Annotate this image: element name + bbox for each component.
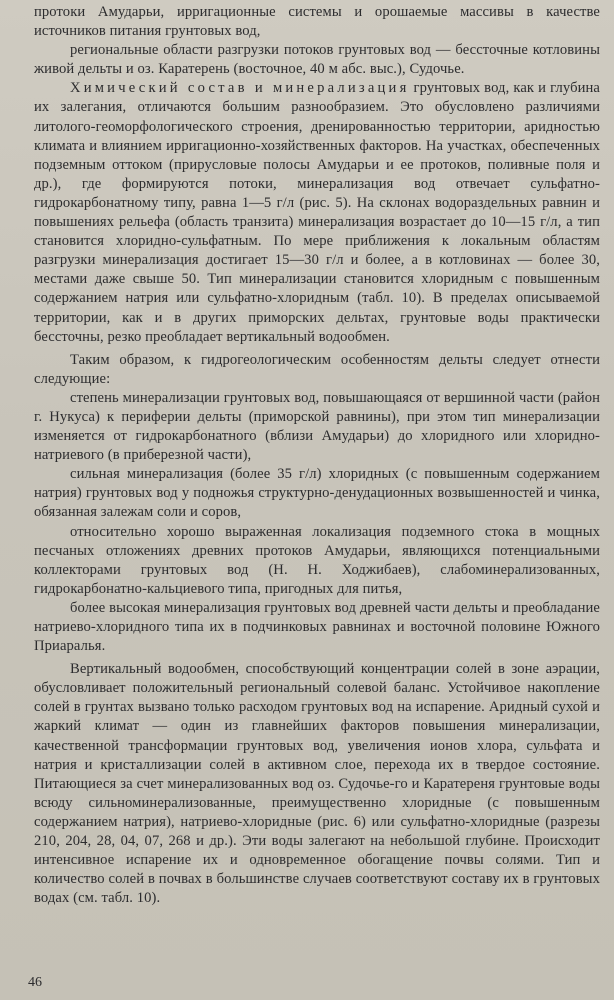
list-item-3: относительно хорошо выраженная локализация подземного стока в мощных песчаных отложениях древних протоков Амударьи, являющихся потенциальными коллекторами грунтовых вод (Н. Н. Ходжибаев), слабоминерализованных, гидрокарбонатно-кальциевого типа, пригодных для питья, — [34, 523, 600, 597]
paragraph-1: протоки Амударьи, ирригационные системы и орошаемые массивы в качестве источников питания грунтовых вод, — [34, 4, 600, 40]
list-item-4: более высокая минерализация грунтовых вод древней части дельты и преобладание натриево-хлоридного типа их в подчинковых равнинах и восточной половине Южного Приаралья. — [34, 599, 600, 655]
paragraph-2: региональные области разгрузки потоков грунтовых вод — бессточные котловины живой дельты и оз. Каратерень (восточное, 40 м абс. выс.), Судочье. — [34, 42, 600, 78]
paragraph-4: Таким образом, к гидрогеологическим особенностям дельты следует отнести следующие: — [34, 351, 600, 387]
body-text — [34, 3, 600, 908]
paragraph-3 — [34, 79, 600, 346]
list-item-1: степень минерализации грунтовых вод, повышающаяся от вершинной части (район г. Нукуса) к периферии дельты (приморской равнины), при этом тип минерализации изменяется от гидрокарбонатного (вблизи Амударьи) до хлоридного или хлоридно-натриевого (в приберезной части), — [34, 389, 600, 464]
section-lead-spaced: Химический состав и минерализация — [70, 80, 410, 97]
page-number: 46 — [28, 975, 42, 990]
paragraph-3-body: грунтовых вод, как и глубина их залегания, отличаются большим разнообразием. Это обусловлено различиями литолого-геоморфологического строения, дренированностью территории, аридностью климата и влиянием ирригационно-хозяйственных факторов. На участках, обеспеченных подземным оттоком (прирусловые полосы Амударьи и ее протоков, поливные поля и др.), где формируются потоки, минерализация вод отвечает сульфатно-гидрокарбонатному типу, равна 1—5 г/л (рис. 5). На склонах водораздельных равнин и повышениях рельефа (область транзита) минерализация возрастает до 10—15 г/л, а тип становится хлоридно-сульфатным. По мере приближения к локальным областям разгрузки минерализация достигает 15—30 г/л и более, а в котловинах — более 30, местами даже свыше 50. Тип минерализации становится хлоридным с повышенным содержанием натрия или сульфатно-хлоридным (табл. 10). В пределах описываемой территории, как и в других приморских дельтах, грунтовые воды практически бессточны, резко преобладает вертикальный водообмен. — [34, 80, 600, 345]
paragraph-5: Вертикальный водообмен, способствующий концентрации солей в зоне аэрации, обусловливает положительный региональный солевой баланс. Устойчивое накопление солей в грунтах вызвано только расходом грунтовых вод на испарение. Аридный сухой и жаркий климат — один из главнейших факторов повышения минерализации, качественной трансформации грунтовых вод, увеличения ионов хлора, сульфата и натрия и кристаллизации солей в активном слое, перехода их в твердое состояние. Питающиеся за счет минерализованных вод оз. Судочье-го и Каратереня грунтовые воды всюду сильноминерализованные, преимущественно хлоридные (с повышенным содержанием натрия), натриево-хлоридные (рис. 6) или сульфатно-хлоридные (разрезы 210, 204, 28, 04, 07, 268 и др.). Эти воды залегают на небольшой глубине. Происходит интенсивное испарение их и одновременное обогащение почвы солями. Тип и количество солей в почвах в большинстве случаев соответствуют составу их в грунтовых водах (см. табл. 10). — [34, 661, 600, 907]
list-item-2: сильная минерализация (более 35 г/л) хлоридных (с повышенным содержанием натрия) грунтовых вод у подножья структурно-денудационных возвышенностей и чинка, обязанная залежам соли и соров, — [34, 466, 600, 521]
